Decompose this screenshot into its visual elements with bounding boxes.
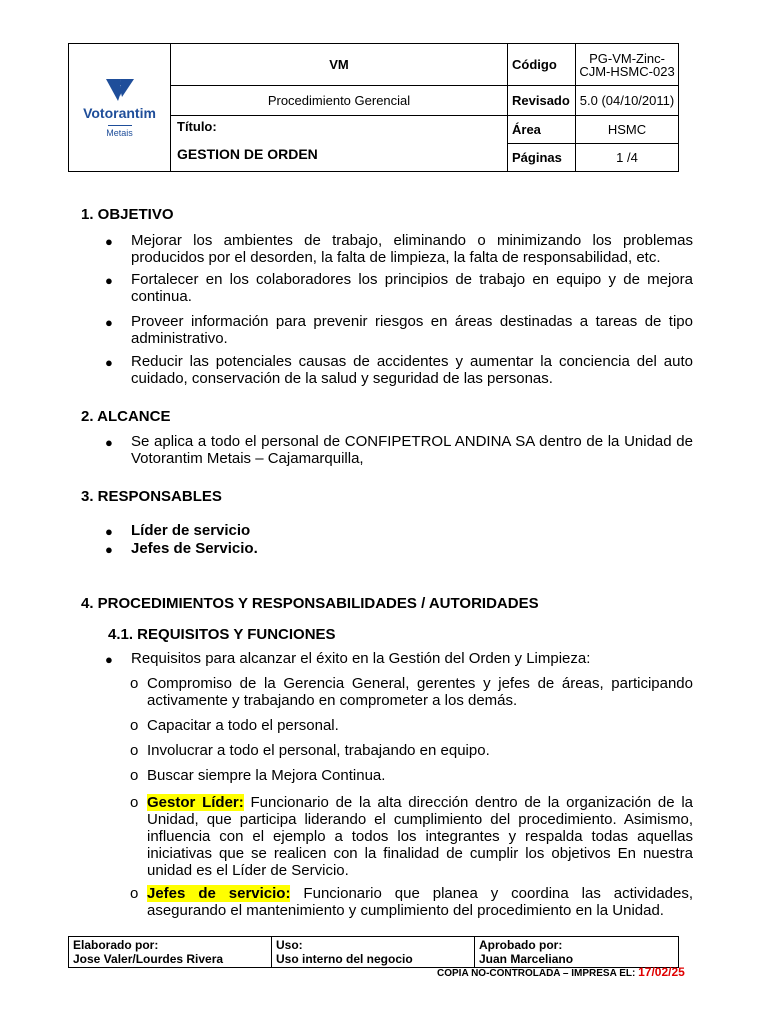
logo-name: Votorantim xyxy=(83,105,156,121)
codigo-label: Código xyxy=(508,44,576,86)
gestor-lider-text: Funcionario de la alta dirección dentro de la organización de la Unidad, que participa liderando el cumplimiento del procedimiento. Asimismo, influencia con el ejemplo a todos los integrantes y respalda todas aquellas iniciativas que se realicen con la finalidad de cumplir los objetivos En nuestra unidad es el Líder de Servicio. xyxy=(147,794,693,879)
document-footer xyxy=(68,936,679,968)
revisado-label: Revisado xyxy=(508,86,576,116)
print-date: 17/02/25 xyxy=(638,965,685,979)
circle-bullet-icon: o xyxy=(130,767,139,784)
bullet-icon: ● xyxy=(105,542,113,557)
circle-bullet-icon: o xyxy=(130,675,139,692)
subsection-requisitos-title: 4.1. REQUISITOS Y FUNCIONES xyxy=(108,626,336,643)
circle-bullet-icon: o xyxy=(130,717,139,734)
objetivo-item: Reducir las potenciales causas de accidentes y aumentar la conciencia del auto cuidado, conservación de la salud y seguridad de las personas. xyxy=(131,353,693,387)
requisito-item: Buscar siempre la Mejora Continua. xyxy=(147,767,386,784)
logo-cell xyxy=(69,44,171,172)
codigo-value: PG-VM-Zinc-CJM-HSMC-023 xyxy=(576,44,679,86)
circle-bullet-icon: o xyxy=(130,794,139,811)
requisito-item: Compromiso de la Gerencia General, gerentes y jefes de áreas, participando activamente y trabajando en comprometer a los demás. xyxy=(147,675,693,709)
aprobado-value: Juan Marceliano xyxy=(479,952,574,966)
aprobado-cell xyxy=(475,937,679,968)
objetivo-item: Mejorar los ambientes de trabajo, eliminando o minimizando los problemas producidos por el desorden, la falta de limpieza, la falta de responsabilidad, etc. xyxy=(131,232,693,266)
company-logo xyxy=(69,77,170,138)
titulo-cell xyxy=(171,116,508,172)
copy-text: COPIA NO-CONTROLADA – IMPRESA EL: xyxy=(437,968,639,979)
objetivo-item: Proveer información para prevenir riesgos en áreas destinadas a tareas de tipo administrativo. xyxy=(131,313,693,347)
objetivo-item: Fortalecer en los colaboradores los principios de trabajo en equipo y de mejora continua. xyxy=(131,271,693,305)
titulo-label: Título: xyxy=(177,119,217,134)
uso-cell xyxy=(272,937,475,968)
responsable-item: Jefes de Servicio. xyxy=(131,540,258,557)
aprobado-label: Aprobado por: xyxy=(479,938,563,952)
bullet-icon: ● xyxy=(105,315,113,330)
copy-notice xyxy=(437,965,685,979)
requisito-item: Involucrar a todo el personal, trabajando en equipo. xyxy=(147,742,490,759)
bullet-icon: ● xyxy=(105,524,113,539)
gestor-lider-label: Gestor Líder: xyxy=(147,794,244,811)
circle-bullet-icon: o xyxy=(130,742,139,759)
elaborado-cell xyxy=(69,937,272,968)
bullet-icon: ● xyxy=(105,273,113,288)
section-objetivo-title: 1. OBJETIVO xyxy=(81,206,174,223)
jefes-servicio-text: Funcionario que planea y coordina las actividades, asegurando el mantenimiento y cumplimiento del procedimiento en la Unidad. xyxy=(147,885,694,919)
section-alcance-title: 2. ALCANCE xyxy=(81,408,171,425)
alcance-item: Se aplica a todo el personal de CONFIPETROL ANDINA SA dentro de la Unidad de Votorantim Metais – Cajamarquilla, xyxy=(131,433,693,467)
area-label: Área xyxy=(508,116,576,144)
requisitos-intro: Requisitos para alcanzar el éxito en la Gestión del Orden y Limpieza: xyxy=(131,650,591,667)
document-header xyxy=(68,43,679,172)
procedure-type: Procedimiento Gerencial xyxy=(171,86,508,116)
circle-bullet-icon: o xyxy=(130,885,139,902)
responsable-item: Líder de servicio xyxy=(131,522,251,539)
bullet-icon: ● xyxy=(105,435,113,450)
gestor-lider-item xyxy=(147,794,693,879)
logo-subtitle: Metais xyxy=(106,128,133,138)
elaborado-value: Jose Valer/Lourdes Rivera xyxy=(73,952,224,966)
vm-label: VM xyxy=(171,44,508,86)
paginas-value: 1 /4 xyxy=(576,144,679,172)
bullet-icon: ● xyxy=(105,652,113,667)
bullet-icon: ● xyxy=(105,234,113,249)
uso-label: Uso: xyxy=(276,938,303,952)
section-responsables-title: 3. RESPONSABLES xyxy=(81,488,222,505)
requisito-item: Capacitar a todo el personal. xyxy=(147,717,339,734)
document-title: GESTION DE ORDEN xyxy=(177,146,318,162)
uso-value: Uso interno del negocio xyxy=(276,952,413,966)
paginas-label: Páginas xyxy=(508,144,576,172)
logo-divider xyxy=(108,125,132,126)
jefes-servicio-label: Jefes de servicio: xyxy=(147,885,291,902)
section-procedimientos-title: 4. PROCEDIMIENTOS Y RESPONSABILIDADES / AUTORIDADES xyxy=(81,595,539,612)
votorantim-v-icon xyxy=(106,77,134,103)
elaborado-label: Elaborado por: xyxy=(73,938,159,952)
bullet-icon: ● xyxy=(105,355,113,370)
revisado-value: 5.0 (04/10/2011) xyxy=(576,86,679,116)
area-value: HSMC xyxy=(576,116,679,144)
jefes-servicio-item xyxy=(147,885,693,919)
